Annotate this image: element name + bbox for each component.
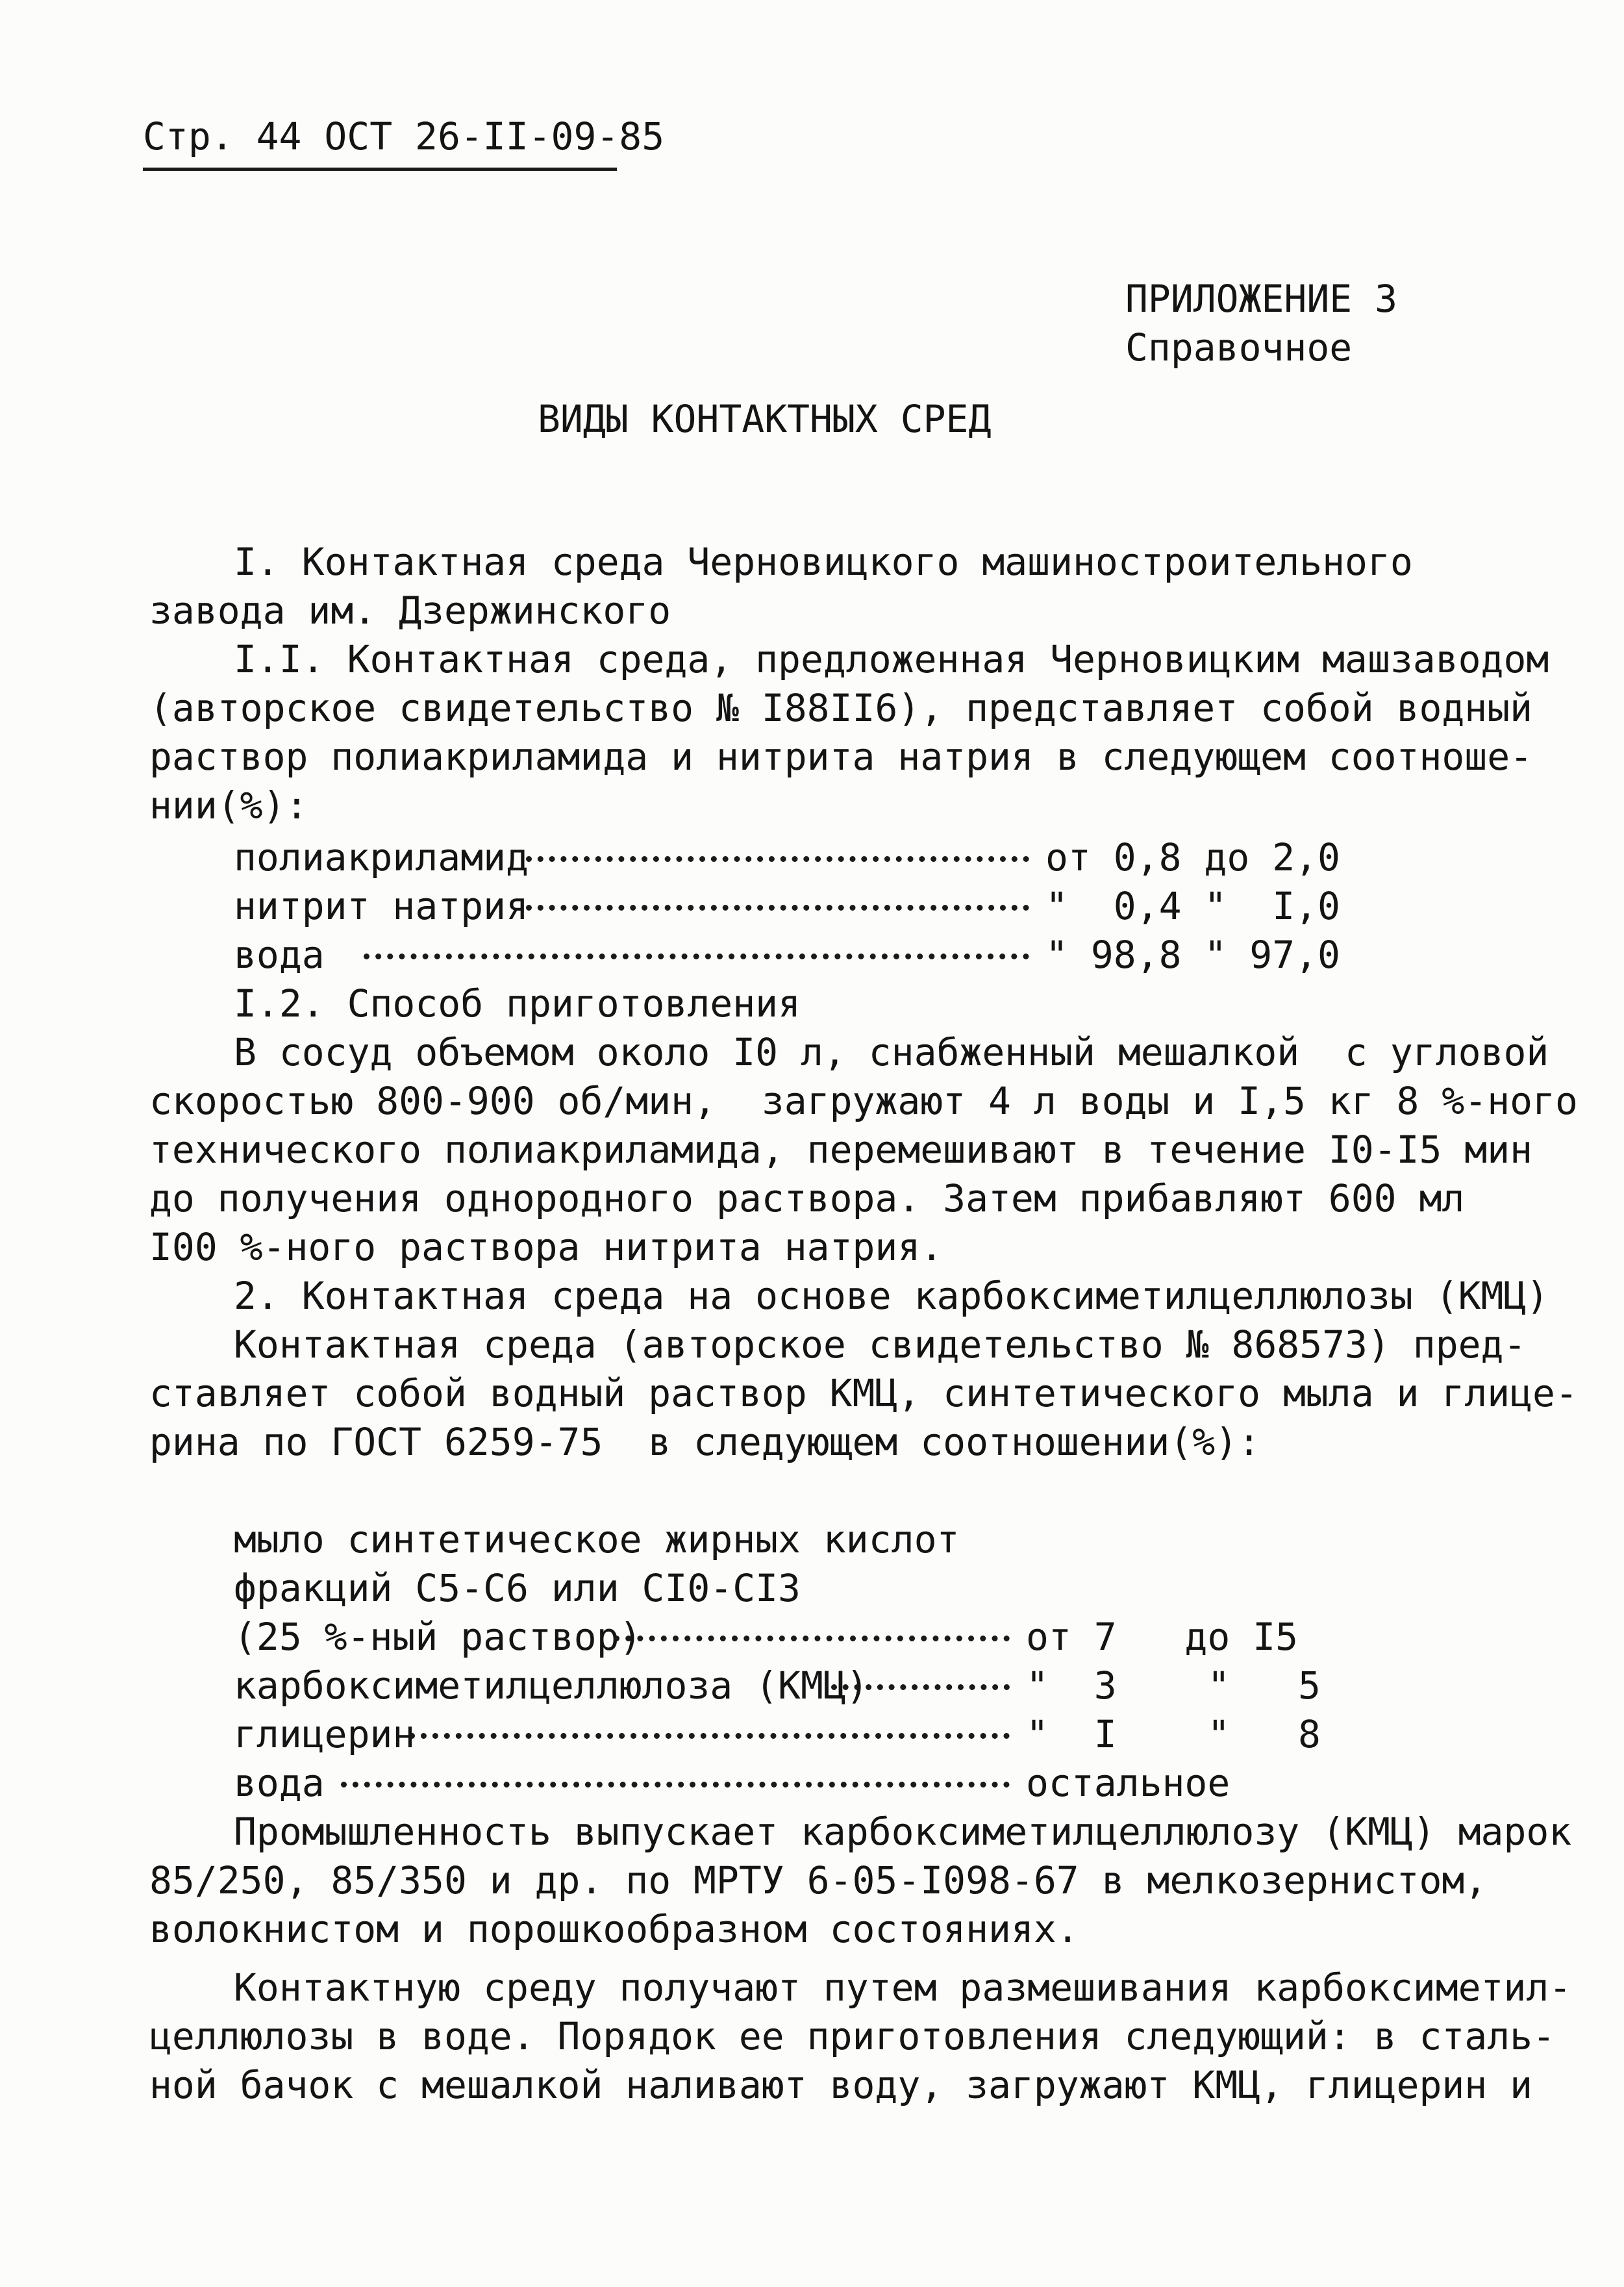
composition2-value: от 7 до I5	[1026, 1615, 1299, 1659]
section2-composition-intro-line1: мыло синтетическое жирных кислот	[234, 1517, 960, 1561]
header-underline	[143, 168, 617, 171]
section1-p2-line3: технического полиакриламида, перемешивают в течение I0-I5 мин	[149, 1128, 1533, 1172]
composition1-leader	[526, 905, 1029, 911]
section2-p1-line1: Контактная среда (авторское свидетельство № 868573) пред-	[234, 1322, 1527, 1367]
section2-p2-line2: 85/250, 85/350 и др. по МРТУ 6-05-I098-67 в мелкозернистом,	[149, 1858, 1488, 1902]
composition1-value: от 0,8 до 2,0	[1045, 835, 1340, 879]
composition2-leader	[614, 1636, 1010, 1641]
document-title: ВИДЫ КОНТАКТНЫХ СРЕД	[538, 397, 992, 441]
composition2-name: карбоксиметилцеллюлоза (КМЦ)	[234, 1663, 869, 1708]
composition2-leader	[409, 1733, 1010, 1739]
appendix-label: ПРИЛОЖЕНИЕ 3	[1125, 277, 1398, 321]
appendix-status: Справочное	[1125, 325, 1353, 370]
composition2-name: глицерин	[234, 1712, 416, 1756]
section1-p2-line4: до получения однородного раствора. Затем прибавляют 600 мл	[149, 1176, 1465, 1220]
section2-p3-line1: Контактную среду получают путем размешивания карбоксиметил-	[234, 1965, 1572, 2010]
section2-p3-line3: ной бачок с мешалкой наливают воду, загружают КМЦ, глицерин и	[149, 2063, 1533, 2107]
composition2-value: " 3 " 5	[1026, 1663, 1321, 1708]
composition2-name: (25 %-ный раствор)	[234, 1615, 642, 1659]
composition2-value: остальное	[1026, 1761, 1230, 1805]
section1-p2-line2: скоростью 800-900 об/мин, загружают 4 л воды и I,5 кг 8 %-ного	[149, 1079, 1578, 1123]
composition2-value: " I " 8	[1026, 1712, 1321, 1756]
composition1-name: нитрит натрия	[234, 884, 529, 928]
section2-p2-line1: Промышленность выпускает карбоксиметилцеллюлозу (КМЦ) марок	[234, 1810, 1572, 1854]
composition1-value: " 98,8 " 97,0	[1045, 933, 1340, 977]
section1-sub2-heading: I.2. Способ приготовления	[234, 981, 801, 1026]
section1-p1-line2: (авторское свидетельство № I88II6), представляет собой водный	[149, 686, 1533, 730]
composition2-leader	[831, 1684, 1010, 1690]
section2-p1-line3: рина по ГОСТ 6259-75 в следующем соотношении(%):	[149, 1420, 1261, 1464]
composition1-leader	[364, 954, 1029, 959]
section2-p1-line2: ставляет собой водный раствор КМЦ, синтетического мыла и глице-	[149, 1371, 1578, 1415]
composition1-name: вода	[234, 933, 325, 977]
composition1-leader	[526, 856, 1029, 862]
section1-p1-line1: I.I. Контактная среда, предложенная Черновицким машзаводом	[234, 637, 1549, 681]
section1-heading-line2: завода им. Дзержинского	[149, 588, 671, 633]
composition1-name: полиакриламид	[234, 835, 529, 879]
section2-composition-intro-line2: фракций С5-С6 или СI0-СI3	[234, 1566, 801, 1610]
composition2-name: вода	[234, 1761, 325, 1805]
section1-p1-line3: раствор полиакриламида и нитрита натрия в следующем соотноше-	[149, 735, 1533, 779]
section1-p1-line4: нии(%):	[149, 783, 308, 828]
section1-p2-line1: В сосуд объемом около I0 л, снабженный мешалкой с угловой	[234, 1030, 1549, 1074]
section2-p3-line2: целлюлозы в воде. Порядок ее приготовления следующий: в сталь-	[149, 2014, 1555, 2058]
section2-heading: 2. Контактная среда на основе карбоксиметилцеллюлозы (КМЦ)	[234, 1274, 1549, 1318]
composition2-leader	[341, 1782, 1010, 1788]
composition1-value: " 0,4 " I,0	[1045, 884, 1340, 928]
section1-p2-line5: I00 %-ного раствора нитрита натрия.	[149, 1225, 943, 1269]
page-header: Стр. 44 ОСТ 26-II-09-85	[143, 114, 665, 158]
section1-heading-line1: I. Контактная среда Черновицкого машиностроительного	[234, 540, 1413, 584]
section2-p2-line3: волокнистом и порошкообразном состояниях.	[149, 1907, 1079, 1951]
